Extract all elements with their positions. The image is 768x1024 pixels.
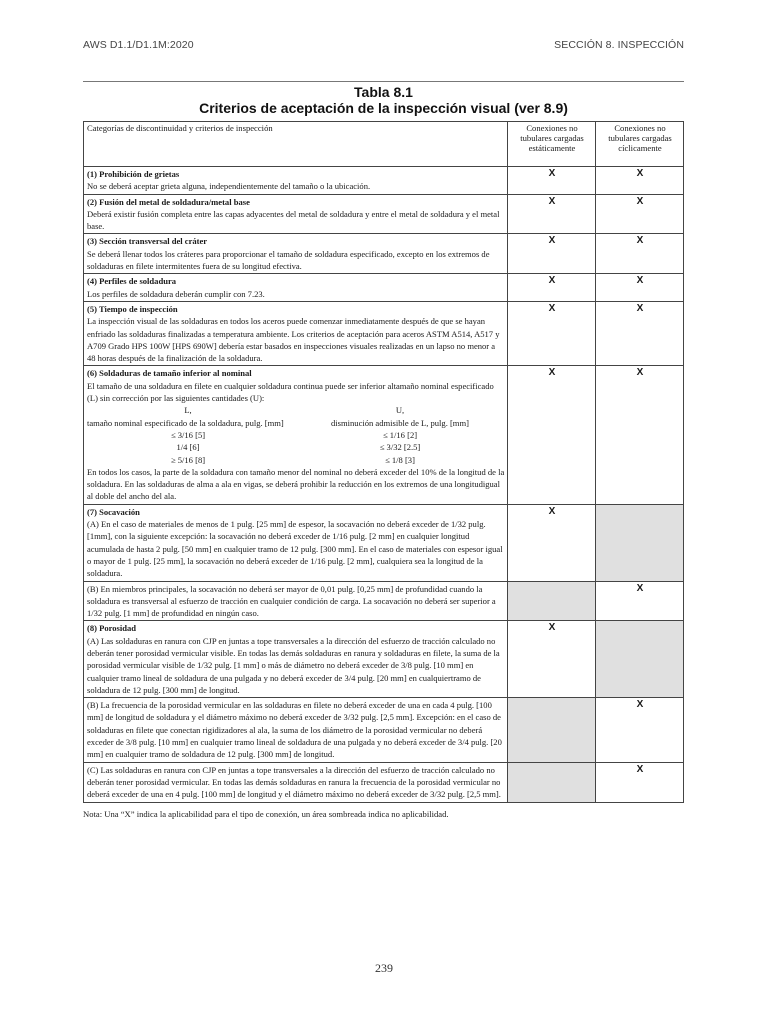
static-mark: X [508, 621, 596, 698]
cyclic-mark: X [596, 581, 684, 621]
table-row [84, 762, 684, 802]
criterion-title: (2) Fusión del metal de soldadura/metal base [87, 196, 250, 207]
static-mark: X [508, 194, 596, 234]
table-title [83, 84, 684, 117]
criterion-text: (B) La frecuencia de la porosidad vermicular en las soldaduras en filete no deberá exceder de una en cada 4 pulg. [100 mm] de longitud de soldadura y el diámetro máximo no deberá exceder de 3/32 pulg. [2,5 mm]. Excepción: en el caso de soldaduras en filete que conectan rigidizadores al ala, la suma de los diámetro de la porosidad vermicular no deberá exceder de 3/8 pulg. [10 mm] en cualquier tramo lineal de soldadura de una pulgada y no deberá exceder de 3/4 pulg. [20 mm] en cualquier tramo de soldadura de 12 pulg. [300 mm] de longitud. [87, 700, 502, 760]
table-note: Nota: Una “X” indica la aplicabilidad para el tipo de conexión, un área sombreada indica no aplicabilidad. [83, 808, 449, 819]
cyclic-mark: X [596, 301, 684, 365]
table-caption: Criterios de aceptación de la inspección visual (ver 8.9) [199, 100, 568, 116]
criterion-cell [84, 234, 508, 274]
static-column-header: Conexiones no tubulares cargadas estáticamente [508, 122, 596, 167]
acceptance-criteria-table [83, 121, 684, 803]
table-row [84, 234, 684, 274]
criterion-text: Los perfiles de soldadura deberán cumplir con 7.23. [87, 288, 265, 299]
col-u-symbol: U, [395, 405, 405, 416]
criterion-text: (B) En miembros principales, la socavación no deberá ser mayor de 0,01 pulg. [0,25 mm] de profundidad cuando la soldadura es transversal al esfuerzo de tracción en cualquier condición de carga. La socavación no deberá ser superior a 1/32 pulg. [1 mm] de profundidad en ningún caso. [87, 583, 496, 619]
nominal-size-value: 1/4 [6] [176, 442, 200, 453]
criterion-title: (4) Perfiles de soldadura [87, 276, 177, 287]
cyclic-mark: X [596, 274, 684, 302]
criterion-text: (A) En el caso de materiales de menos de 1 pulg. [25 mm] de espesor, la socavación no deberá exceder de 1/32 pulg. [1mm], con la siguiente excepción: la socavación no deberá exceder de 1/16 pulg. [2 mm] en cualquier longitud acumulada de hasta 2 pulg. [50 mm] en cualquier tramo de 12 pulg. [300 mm]. En el caso de materiales con espesor igual o mayor de 1 pulg. [25 mm], la socavación no deberá exceder de 1/16 pulg. [2 mm], cualquiera sea la longitud de la soldadura. [87, 519, 503, 579]
static-mark: X [508, 301, 596, 365]
undersize-table [87, 404, 505, 465]
criterion-text: (C) Las soldaduras en ranura con CJP en juntas a tope transversales a la dirección del esfuerzo de tracción calculado no deberán tener porosidad vermicular. En todas las demás soldaduras en ranura la frecuencia de la porosidad vermicular no deberá exceder de una en 4 pulg. [100 mm] de longitud y el diámetro máximo no deberá exceder de 3/32 pulg. [2,5 mm]. [87, 764, 501, 800]
criterion-text: La inspección visual de las soldaduras en todos los aceros puede comenzar inmediatamente después de que se hayan enfriado las soldaduras finalizadas a temperatura ambiente. Los criterios de aceptación para aceros ASTM A514, A517 y A709 Grado HPS 100W [HPS 690W] debería estar basados en inspecciones visuales realizadas en un lapso no menor a 48 horas después de la finalización de la soldadura. [87, 316, 500, 364]
header-document-code: AWS D1.1/D1.1M:2020 [83, 39, 194, 51]
allowable-decrease-value: ≤ 1/16 [2] [382, 429, 418, 440]
table-row [84, 301, 684, 365]
criterion-text: El tamaño de una soldadura en filete en cualquier soldadura continua puede ser inferior altamaño nominal especificado (L) sin corrección por las siguientes cantidades (U): [87, 380, 494, 404]
col-l-description: tamaño nominal especificado de la soldadura, pulg. [mm] [87, 417, 284, 428]
table-row [84, 366, 684, 504]
static-mark: X [508, 234, 596, 274]
table-row [84, 581, 684, 621]
criterion-text: No se deberá aceptar grieta alguna, independientemente del tamaño o la ubicación. [87, 181, 371, 192]
cyclic-mark: X [596, 698, 684, 762]
criterion-cell [84, 621, 508, 698]
criterion-cell [84, 167, 508, 195]
not-applicable-cell [508, 581, 596, 621]
cyclic-mark: X [596, 167, 684, 195]
table-row [84, 194, 684, 234]
col-l-symbol: L, [184, 405, 192, 416]
criterion-cell [84, 762, 508, 802]
criterion-title: (8) Porosidad [87, 623, 136, 634]
criterion-cell [84, 504, 508, 581]
cyclic-mark: X [596, 366, 684, 504]
criterion-text: Se deberá llenar todos los cráteres para proporcionar el tamaño de soldadura especificado, excepto en los extremos de soldaduras en filete intermitentes fuera de su longitud efectiva. [87, 248, 490, 272]
static-mark: X [508, 274, 596, 302]
table-row [84, 621, 684, 698]
criterion-cell [84, 581, 508, 621]
criterion-cell [84, 698, 508, 762]
allowable-decrease-value: ≤ 1/8 [3] [385, 454, 415, 465]
criterion-title: (3) Sección transversal del cráter [87, 236, 208, 247]
table-row [84, 698, 684, 762]
criterion-title: (5) Tiempo de inspección [87, 303, 178, 314]
header-divider [83, 81, 684, 82]
table-number: Tabla 8.1 [354, 84, 413, 100]
col-u-description: disminución admisible de L, pulg. [mm] [331, 417, 469, 428]
criterion-title: (6) Soldaduras de tamaño inferior al nominal [87, 368, 252, 379]
not-applicable-cell [508, 762, 596, 802]
table-row [84, 167, 684, 195]
cyclic-mark: X [596, 762, 684, 802]
nominal-size-value: ≤ 3/16 [5] [170, 429, 206, 440]
category-column-header: Categorías de discontinuidad y criterios de inspección [84, 122, 508, 167]
cyclic-mark: X [596, 234, 684, 274]
static-mark: X [508, 366, 596, 504]
criterion-title: (7) Socavación [87, 506, 140, 517]
not-applicable-cell [508, 698, 596, 762]
not-applicable-cell [596, 504, 684, 581]
cyclic-mark: X [596, 194, 684, 234]
static-mark: X [508, 167, 596, 195]
not-applicable-cell [596, 621, 684, 698]
nominal-size-value: ≥ 5/16 [8] [170, 454, 206, 465]
page-number: 239 [375, 961, 393, 975]
cyclic-column-header: Conexiones no tubulares cargadas cíclicamente [596, 122, 684, 167]
static-mark: X [508, 504, 596, 581]
table-row [84, 274, 684, 302]
allowable-decrease-value: ≤ 3/32 [2.5] [379, 442, 421, 453]
criterion-cell [84, 194, 508, 234]
criterion-cell [84, 301, 508, 365]
criterion-title: (1) Prohibición de grietas [87, 169, 180, 179]
table-header-row [84, 122, 684, 167]
header-section-title: SECCIÓN 8. INSPECCIÓN [554, 39, 684, 51]
table-row [84, 504, 684, 581]
criterion-cell [84, 274, 508, 302]
criterion-text: Deberá existir fusión completa entre las capas adyacentes del metal de soldadura y entre el metal de soldadura y el metal base. [87, 208, 500, 232]
criterion-text-continued: En todos los casos, la parte de la soldadura con tamaño menor del nominal no deberá exceder del 10% de la longitud de la soldadura. En las soldaduras de alma a ala en vigas, se deberá prohibir la reducción en los extremos de una longitudigual al doble del ancho del ala. [87, 466, 505, 502]
criterion-cell [84, 366, 508, 504]
criterion-text: (A) Las soldaduras en ranura con CJP en juntas a tope transversales a la dirección del esfuerzo de tracción calculado no deberán tener porosidad vermicular visible. En todas las demás soldaduras en ranura y soldaduras en filete, la suma de la porosidad vermicular visible de 1/32 pulg. [1 mm] o más de diámetro no deberá exceder de 3/8 pulg. [10 mm] en cualquier tramo lineal de soldadura de una pulgada y no deberá exceder de 3/4 pulg. [20 mm] en cualquiertramo de soldadura de 12 pulg. [300 mm] de longitud. [87, 635, 500, 695]
